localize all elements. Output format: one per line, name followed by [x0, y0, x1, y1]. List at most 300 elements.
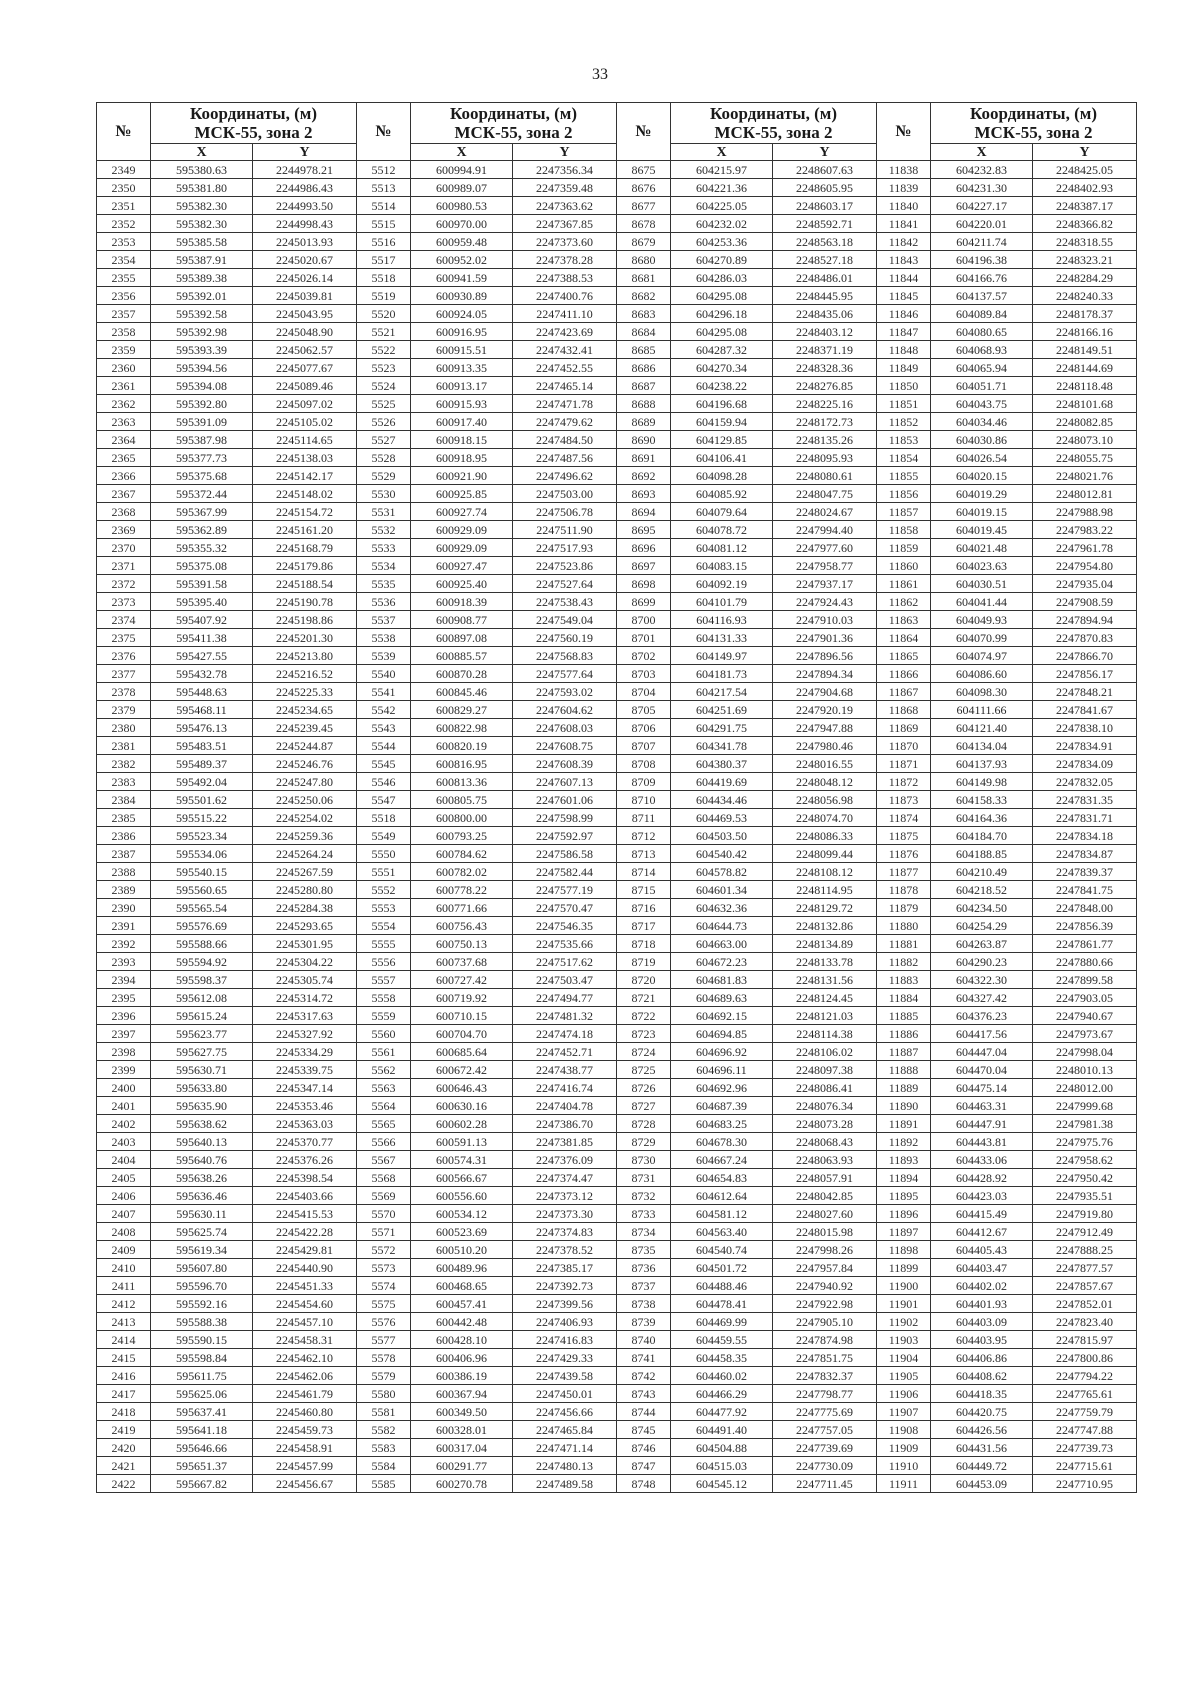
point-number-cell: 2379	[97, 701, 151, 719]
y-axis-header: Y	[773, 144, 877, 161]
point-number-cell: 8708	[617, 755, 671, 773]
point-number-cell: 5570	[357, 1205, 411, 1223]
x-coordinate-cell: 604696.92	[671, 1043, 773, 1061]
x-coordinate-cell: 595392.98	[151, 323, 253, 341]
table-row	[97, 863, 1137, 881]
x-coordinate-cell: 604405.43	[931, 1241, 1033, 1259]
x-coordinate-cell: 604475.14	[931, 1079, 1033, 1097]
x-coordinate-cell: 604092.19	[671, 575, 773, 593]
x-coordinate-cell: 600328.01	[411, 1421, 513, 1439]
table-row	[97, 1133, 1137, 1151]
y-coordinate-cell: 2247981.38	[1033, 1115, 1137, 1133]
table-row	[97, 773, 1137, 791]
y-coordinate-cell: 2245148.02	[253, 485, 357, 503]
y-coordinate-cell: 2248047.75	[773, 485, 877, 503]
y-coordinate-cell: 2247994.40	[773, 521, 877, 539]
y-coordinate-cell: 2248240.33	[1033, 287, 1137, 305]
x-coordinate-cell: 604428.92	[931, 1169, 1033, 1187]
x-coordinate-cell: 604420.75	[931, 1403, 1033, 1421]
y-coordinate-cell: 2247479.62	[513, 413, 617, 431]
point-number-cell: 2417	[97, 1385, 151, 1403]
point-number-cell: 5566	[357, 1133, 411, 1151]
x-coordinate-cell: 604380.37	[671, 755, 773, 773]
table-row	[97, 341, 1137, 359]
x-coordinate-cell: 604578.82	[671, 863, 773, 881]
point-number-cell: 8692	[617, 467, 671, 485]
x-coordinate-cell: 604196.38	[931, 251, 1033, 269]
x-coordinate-cell: 604023.63	[931, 557, 1033, 575]
y-coordinate-cell: 2247411.10	[513, 305, 617, 323]
point-number-cell: 5530	[357, 485, 411, 503]
point-number-cell: 5567	[357, 1151, 411, 1169]
point-number-cell: 8726	[617, 1079, 671, 1097]
y-coordinate-cell: 2245244.87	[253, 737, 357, 755]
y-coordinate-cell: 2245457.99	[253, 1457, 357, 1475]
y-coordinate-cell: 2245264.24	[253, 845, 357, 863]
x-coordinate-cell: 604234.50	[931, 899, 1033, 917]
point-number-cell: 8734	[617, 1223, 671, 1241]
x-coordinate-cell: 600820.19	[411, 737, 513, 755]
x-coordinate-cell: 595411.38	[151, 629, 253, 647]
point-number-cell: 11904	[877, 1349, 931, 1367]
x-coordinate-cell: 600845.46	[411, 683, 513, 701]
x-coordinate-cell: 604225.05	[671, 197, 773, 215]
table-row	[97, 1079, 1137, 1097]
x-coordinate-cell: 604129.85	[671, 431, 773, 449]
point-number-cell: 11897	[877, 1223, 931, 1241]
x-coordinate-cell: 604296.18	[671, 305, 773, 323]
x-coordinate-cell: 595615.24	[151, 1007, 253, 1025]
x-coordinate-cell: 595612.08	[151, 989, 253, 1007]
y-coordinate-cell: 2245188.54	[253, 575, 357, 593]
point-number-cell: 2375	[97, 629, 151, 647]
point-number-cell: 5532	[357, 521, 411, 539]
y-coordinate-cell: 2247487.56	[513, 449, 617, 467]
table-row	[97, 881, 1137, 899]
y-coordinate-cell: 2248149.51	[1033, 341, 1137, 359]
x-axis-header: X	[931, 144, 1033, 161]
x-coordinate-cell: 595355.32	[151, 539, 253, 557]
point-number-cell: 5514	[357, 197, 411, 215]
x-coordinate-cell: 595636.46	[151, 1187, 253, 1205]
point-number-cell: 8739	[617, 1313, 671, 1331]
y-coordinate-cell: 2248108.12	[773, 863, 877, 881]
point-number-cell: 11905	[877, 1367, 931, 1385]
y-coordinate-cell: 2247834.91	[1033, 737, 1137, 755]
y-coordinate-cell: 2247901.36	[773, 629, 877, 647]
point-number-cell: 11852	[877, 413, 931, 431]
table-row	[97, 647, 1137, 665]
x-coordinate-cell: 604232.02	[671, 215, 773, 233]
x-coordinate-cell: 604134.04	[931, 737, 1033, 755]
point-number-cell: 11911	[877, 1475, 931, 1493]
point-number-cell: 8707	[617, 737, 671, 755]
x-coordinate-cell: 595501.62	[151, 791, 253, 809]
x-axis-header: X	[151, 144, 253, 161]
x-coordinate-cell: 604477.92	[671, 1403, 773, 1421]
point-number-cell: 8675	[617, 161, 671, 179]
point-number-cell: 8687	[617, 377, 671, 395]
y-coordinate-cell: 2247608.03	[513, 719, 617, 737]
point-number-cell: 8688	[617, 395, 671, 413]
x-coordinate-cell: 604563.40	[671, 1223, 773, 1241]
point-number-cell: 8716	[617, 899, 671, 917]
y-coordinate-cell: 2248021.76	[1033, 467, 1137, 485]
x-coordinate-cell: 600574.31	[411, 1151, 513, 1169]
y-coordinate-cell: 2247851.75	[773, 1349, 877, 1367]
point-number-cell: 8685	[617, 341, 671, 359]
y-coordinate-cell: 2247601.06	[513, 791, 617, 809]
coordinates-group-header	[671, 103, 877, 144]
x-coordinate-cell: 604231.30	[931, 179, 1033, 197]
point-number-cell: 11860	[877, 557, 931, 575]
point-number-cell: 2359	[97, 341, 151, 359]
x-coordinate-cell: 604663.00	[671, 935, 773, 953]
x-coordinate-cell: 600970.00	[411, 215, 513, 233]
point-number-cell: 11888	[877, 1061, 931, 1079]
x-coordinate-cell: 604253.36	[671, 233, 773, 251]
table-row	[97, 1223, 1137, 1241]
y-coordinate-cell: 2247560.19	[513, 629, 617, 647]
x-coordinate-cell: 595392.80	[151, 395, 253, 413]
y-coordinate-cell: 2247373.12	[513, 1187, 617, 1205]
y-coordinate-cell: 2245043.95	[253, 305, 357, 323]
point-number-cell: 11851	[877, 395, 931, 413]
coordinates-group-header	[151, 103, 357, 144]
x-coordinate-cell: 604696.11	[671, 1061, 773, 1079]
table-row	[97, 1313, 1137, 1331]
y-coordinate-cell: 2245293.65	[253, 917, 357, 935]
y-coordinate-cell: 2247880.66	[1033, 953, 1137, 971]
point-number-cell: 2385	[97, 809, 151, 827]
coordinates-header-line1: Координаты, (м)	[970, 104, 1097, 123]
x-coordinate-cell: 600523.69	[411, 1223, 513, 1241]
x-coordinate-cell: 595407.92	[151, 611, 253, 629]
point-number-cell: 5527	[357, 431, 411, 449]
point-number-cell: 2377	[97, 665, 151, 683]
x-coordinate-cell: 604217.54	[671, 683, 773, 701]
y-coordinate-cell: 2247841.75	[1033, 881, 1137, 899]
x-coordinate-cell: 600952.02	[411, 251, 513, 269]
x-coordinate-cell: 595607.80	[151, 1259, 253, 1277]
point-number-cell: 5517	[357, 251, 411, 269]
y-coordinate-cell: 2247832.05	[1033, 773, 1137, 791]
y-coordinate-cell: 2247474.18	[513, 1025, 617, 1043]
y-coordinate-cell: 2247423.69	[513, 323, 617, 341]
point-number-cell: 11908	[877, 1421, 931, 1439]
x-coordinate-cell: 600805.75	[411, 791, 513, 809]
point-number-cell: 5558	[357, 989, 411, 1007]
y-coordinate-cell: 2245250.06	[253, 791, 357, 809]
point-number-header: №	[357, 103, 411, 161]
y-coordinate-cell: 2248068.43	[773, 1133, 877, 1151]
x-coordinate-cell: 604121.40	[931, 719, 1033, 737]
y-coordinate-cell: 2248095.93	[773, 449, 877, 467]
x-coordinate-cell: 595640.76	[151, 1151, 253, 1169]
y-coordinate-cell: 2248134.89	[773, 935, 877, 953]
table-row	[97, 1349, 1137, 1367]
point-number-cell: 2381	[97, 737, 151, 755]
table-row	[97, 359, 1137, 377]
x-coordinate-cell: 604431.56	[931, 1439, 1033, 1457]
point-number-cell: 5516	[357, 233, 411, 251]
point-number-cell: 8695	[617, 521, 671, 539]
x-coordinate-cell: 604581.12	[671, 1205, 773, 1223]
point-number-cell: 11900	[877, 1277, 931, 1295]
y-coordinate-cell: 2245259.36	[253, 827, 357, 845]
point-number-cell: 11883	[877, 971, 931, 989]
y-coordinate-cell: 2245239.45	[253, 719, 357, 737]
point-number-cell: 11866	[877, 665, 931, 683]
point-number-cell: 11840	[877, 197, 931, 215]
x-coordinate-cell: 595611.75	[151, 1367, 253, 1385]
x-coordinate-cell: 600367.94	[411, 1385, 513, 1403]
y-coordinate-cell: 2247798.77	[773, 1385, 877, 1403]
point-number-cell: 5539	[357, 647, 411, 665]
table-row	[97, 503, 1137, 521]
y-coordinate-cell: 2245142.17	[253, 467, 357, 485]
point-number-cell: 5520	[357, 305, 411, 323]
y-coordinate-cell: 2245339.75	[253, 1061, 357, 1079]
y-coordinate-cell: 2247924.43	[773, 593, 877, 611]
point-number-cell: 2408	[97, 1223, 151, 1241]
x-coordinate-cell: 595560.65	[151, 881, 253, 899]
table-row	[97, 1367, 1137, 1385]
point-number-cell: 11878	[877, 881, 931, 899]
x-coordinate-cell: 604074.97	[931, 647, 1033, 665]
x-coordinate-cell: 600927.74	[411, 503, 513, 521]
table-row	[97, 1007, 1137, 1025]
point-number-cell: 11855	[877, 467, 931, 485]
y-coordinate-cell: 2247983.22	[1033, 521, 1137, 539]
point-number-cell: 11857	[877, 503, 931, 521]
y-coordinate-cell: 2247894.94	[1033, 611, 1137, 629]
point-number-cell: 11890	[877, 1097, 931, 1115]
point-number-cell: 8713	[617, 845, 671, 863]
point-number-cell: 8711	[617, 809, 671, 827]
y-coordinate-cell: 2247815.97	[1033, 1331, 1137, 1349]
x-coordinate-cell: 600489.96	[411, 1259, 513, 1277]
point-number-cell: 2358	[97, 323, 151, 341]
point-number-header: №	[97, 103, 151, 161]
y-coordinate-cell: 2248080.61	[773, 467, 877, 485]
x-coordinate-cell: 595594.92	[151, 953, 253, 971]
point-number-cell: 8691	[617, 449, 671, 467]
y-coordinate-cell: 2247523.86	[513, 557, 617, 575]
x-coordinate-cell: 595635.90	[151, 1097, 253, 1115]
x-coordinate-cell: 604689.63	[671, 989, 773, 1007]
table-row	[97, 233, 1137, 251]
point-number-cell: 5546	[357, 773, 411, 791]
point-number-cell: 2396	[97, 1007, 151, 1025]
x-coordinate-cell: 604021.48	[931, 539, 1033, 557]
x-coordinate-cell: 600386.19	[411, 1367, 513, 1385]
point-number-cell: 2398	[97, 1043, 151, 1061]
y-coordinate-cell: 2248057.91	[773, 1169, 877, 1187]
table-row	[97, 1169, 1137, 1187]
y-coordinate-cell: 2247592.97	[513, 827, 617, 845]
point-number-cell: 2402	[97, 1115, 151, 1133]
y-coordinate-cell: 2247950.42	[1033, 1169, 1137, 1187]
point-number-cell: 5540	[357, 665, 411, 683]
x-coordinate-cell: 604089.84	[931, 305, 1033, 323]
y-coordinate-cell: 2247593.02	[513, 683, 617, 701]
y-coordinate-cell: 2245089.46	[253, 377, 357, 395]
x-coordinate-cell: 604065.94	[931, 359, 1033, 377]
table-row	[97, 1331, 1137, 1349]
x-coordinate-cell: 595588.66	[151, 935, 253, 953]
y-coordinate-cell: 2247973.67	[1033, 1025, 1137, 1043]
y-coordinate-cell: 2247947.88	[773, 719, 877, 737]
y-coordinate-cell: 2248055.75	[1033, 449, 1137, 467]
y-coordinate-cell: 2245225.33	[253, 683, 357, 701]
point-number-cell: 11870	[877, 737, 931, 755]
x-coordinate-cell: 604137.93	[931, 755, 1033, 773]
point-number-cell: 11889	[877, 1079, 931, 1097]
x-coordinate-cell: 595638.62	[151, 1115, 253, 1133]
y-coordinate-cell: 2247852.01	[1033, 1295, 1137, 1313]
y-coordinate-cell: 2247977.60	[773, 539, 877, 557]
x-coordinate-cell: 595619.34	[151, 1241, 253, 1259]
y-coordinate-cell: 2247899.58	[1033, 971, 1137, 989]
x-coordinate-cell: 595633.80	[151, 1079, 253, 1097]
x-coordinate-cell: 604078.72	[671, 521, 773, 539]
y-coordinate-cell: 2247465.14	[513, 377, 617, 395]
point-number-cell: 2353	[97, 233, 151, 251]
y-coordinate-cell: 2248425.05	[1033, 161, 1137, 179]
x-coordinate-cell: 604469.99	[671, 1313, 773, 1331]
x-coordinate-cell: 604019.45	[931, 521, 1033, 539]
point-number-cell: 11885	[877, 1007, 931, 1025]
y-coordinate-cell: 2245026.14	[253, 269, 357, 287]
y-coordinate-cell: 2247432.41	[513, 341, 617, 359]
x-coordinate-cell: 604086.60	[931, 665, 1033, 683]
table-row	[97, 251, 1137, 269]
x-coordinate-cell: 595576.69	[151, 917, 253, 935]
y-coordinate-cell: 2247747.88	[1033, 1421, 1137, 1439]
point-number-cell: 2391	[97, 917, 151, 935]
point-number-cell: 11906	[877, 1385, 931, 1403]
y-coordinate-cell: 2247800.86	[1033, 1349, 1137, 1367]
y-coordinate-cell: 2247975.76	[1033, 1133, 1137, 1151]
x-coordinate-cell: 600929.09	[411, 539, 513, 557]
x-coordinate-cell: 595596.70	[151, 1277, 253, 1295]
x-coordinate-cell: 604403.09	[931, 1313, 1033, 1331]
point-number-cell: 5519	[357, 287, 411, 305]
x-coordinate-cell: 600556.60	[411, 1187, 513, 1205]
y-coordinate-cell: 2245284.38	[253, 899, 357, 917]
x-coordinate-cell: 595382.30	[151, 197, 253, 215]
x-coordinate-cell: 600915.93	[411, 395, 513, 413]
point-number-cell: 5537	[357, 611, 411, 629]
point-number-cell: 5551	[357, 863, 411, 881]
x-coordinate-cell: 604694.85	[671, 1025, 773, 1043]
point-number-cell: 8702	[617, 647, 671, 665]
y-coordinate-cell: 2247775.69	[773, 1403, 877, 1421]
point-number-cell: 11910	[877, 1457, 931, 1475]
table-row	[97, 1295, 1137, 1313]
point-number-cell: 2372	[97, 575, 151, 593]
y-coordinate-cell: 2247608.75	[513, 737, 617, 755]
y-coordinate-cell: 2247794.22	[1033, 1367, 1137, 1385]
point-number-cell: 5555	[357, 935, 411, 953]
table-row	[97, 845, 1137, 863]
y-coordinate-cell: 2248402.93	[1033, 179, 1137, 197]
table-row	[97, 683, 1137, 701]
x-coordinate-cell: 595380.63	[151, 161, 253, 179]
y-coordinate-cell: 2244986.43	[253, 179, 357, 197]
x-coordinate-cell: 600719.92	[411, 989, 513, 1007]
x-coordinate-cell: 600534.12	[411, 1205, 513, 1223]
x-coordinate-cell: 600885.57	[411, 647, 513, 665]
y-coordinate-cell: 2247848.21	[1033, 683, 1137, 701]
point-number-cell: 11875	[877, 827, 931, 845]
x-coordinate-cell: 595588.38	[151, 1313, 253, 1331]
point-number-header: №	[877, 103, 931, 161]
point-number-cell: 5529	[357, 467, 411, 485]
x-coordinate-cell: 604083.15	[671, 557, 773, 575]
table-row	[97, 737, 1137, 755]
point-number-cell: 8718	[617, 935, 671, 953]
y-coordinate-cell: 2247912.49	[1033, 1223, 1137, 1241]
y-coordinate-cell: 2245314.72	[253, 989, 357, 1007]
x-coordinate-cell: 600927.47	[411, 557, 513, 575]
y-coordinate-cell: 2245138.03	[253, 449, 357, 467]
x-coordinate-cell: 600989.07	[411, 179, 513, 197]
y-coordinate-cell: 2248132.86	[773, 917, 877, 935]
y-coordinate-cell: 2247570.47	[513, 899, 617, 917]
y-coordinate-cell: 2247730.09	[773, 1457, 877, 1475]
y-coordinate-cell: 2245020.67	[253, 251, 357, 269]
table-row	[97, 1115, 1137, 1133]
x-coordinate-cell: 600727.42	[411, 971, 513, 989]
point-number-cell: 2406	[97, 1187, 151, 1205]
point-number-cell: 2374	[97, 611, 151, 629]
point-number-cell: 8735	[617, 1241, 671, 1259]
y-axis-header: Y	[253, 144, 357, 161]
y-coordinate-cell: 2247503.47	[513, 971, 617, 989]
x-coordinate-cell: 604106.41	[671, 449, 773, 467]
point-number-cell: 5542	[357, 701, 411, 719]
point-number-cell: 2393	[97, 953, 151, 971]
point-number-cell: 5552	[357, 881, 411, 899]
y-coordinate-cell: 2245347.14	[253, 1079, 357, 1097]
y-coordinate-cell: 2247481.32	[513, 1007, 617, 1025]
x-coordinate-cell: 604131.33	[671, 629, 773, 647]
point-number-cell: 8694	[617, 503, 671, 521]
table-row	[97, 971, 1137, 989]
point-number-cell: 2383	[97, 773, 151, 791]
x-coordinate-cell: 604632.36	[671, 899, 773, 917]
y-coordinate-cell: 2247549.04	[513, 611, 617, 629]
y-coordinate-cell: 2247608.39	[513, 755, 617, 773]
table-row	[97, 377, 1137, 395]
point-number-cell: 11849	[877, 359, 931, 377]
y-coordinate-cell: 2248118.48	[1033, 377, 1137, 395]
y-coordinate-cell: 2245062.57	[253, 341, 357, 359]
point-number-cell: 2373	[97, 593, 151, 611]
point-number-cell: 11876	[877, 845, 931, 863]
y-coordinate-cell: 2245039.81	[253, 287, 357, 305]
y-coordinate-cell: 2248403.12	[773, 323, 877, 341]
point-number-cell: 2384	[97, 791, 151, 809]
table-row	[97, 1403, 1137, 1421]
y-coordinate-cell: 2248015.98	[773, 1223, 877, 1241]
point-number-cell: 5543	[357, 719, 411, 737]
point-number-cell: 11839	[877, 179, 931, 197]
point-number-cell: 2380	[97, 719, 151, 737]
y-coordinate-cell: 2247450.01	[513, 1385, 617, 1403]
